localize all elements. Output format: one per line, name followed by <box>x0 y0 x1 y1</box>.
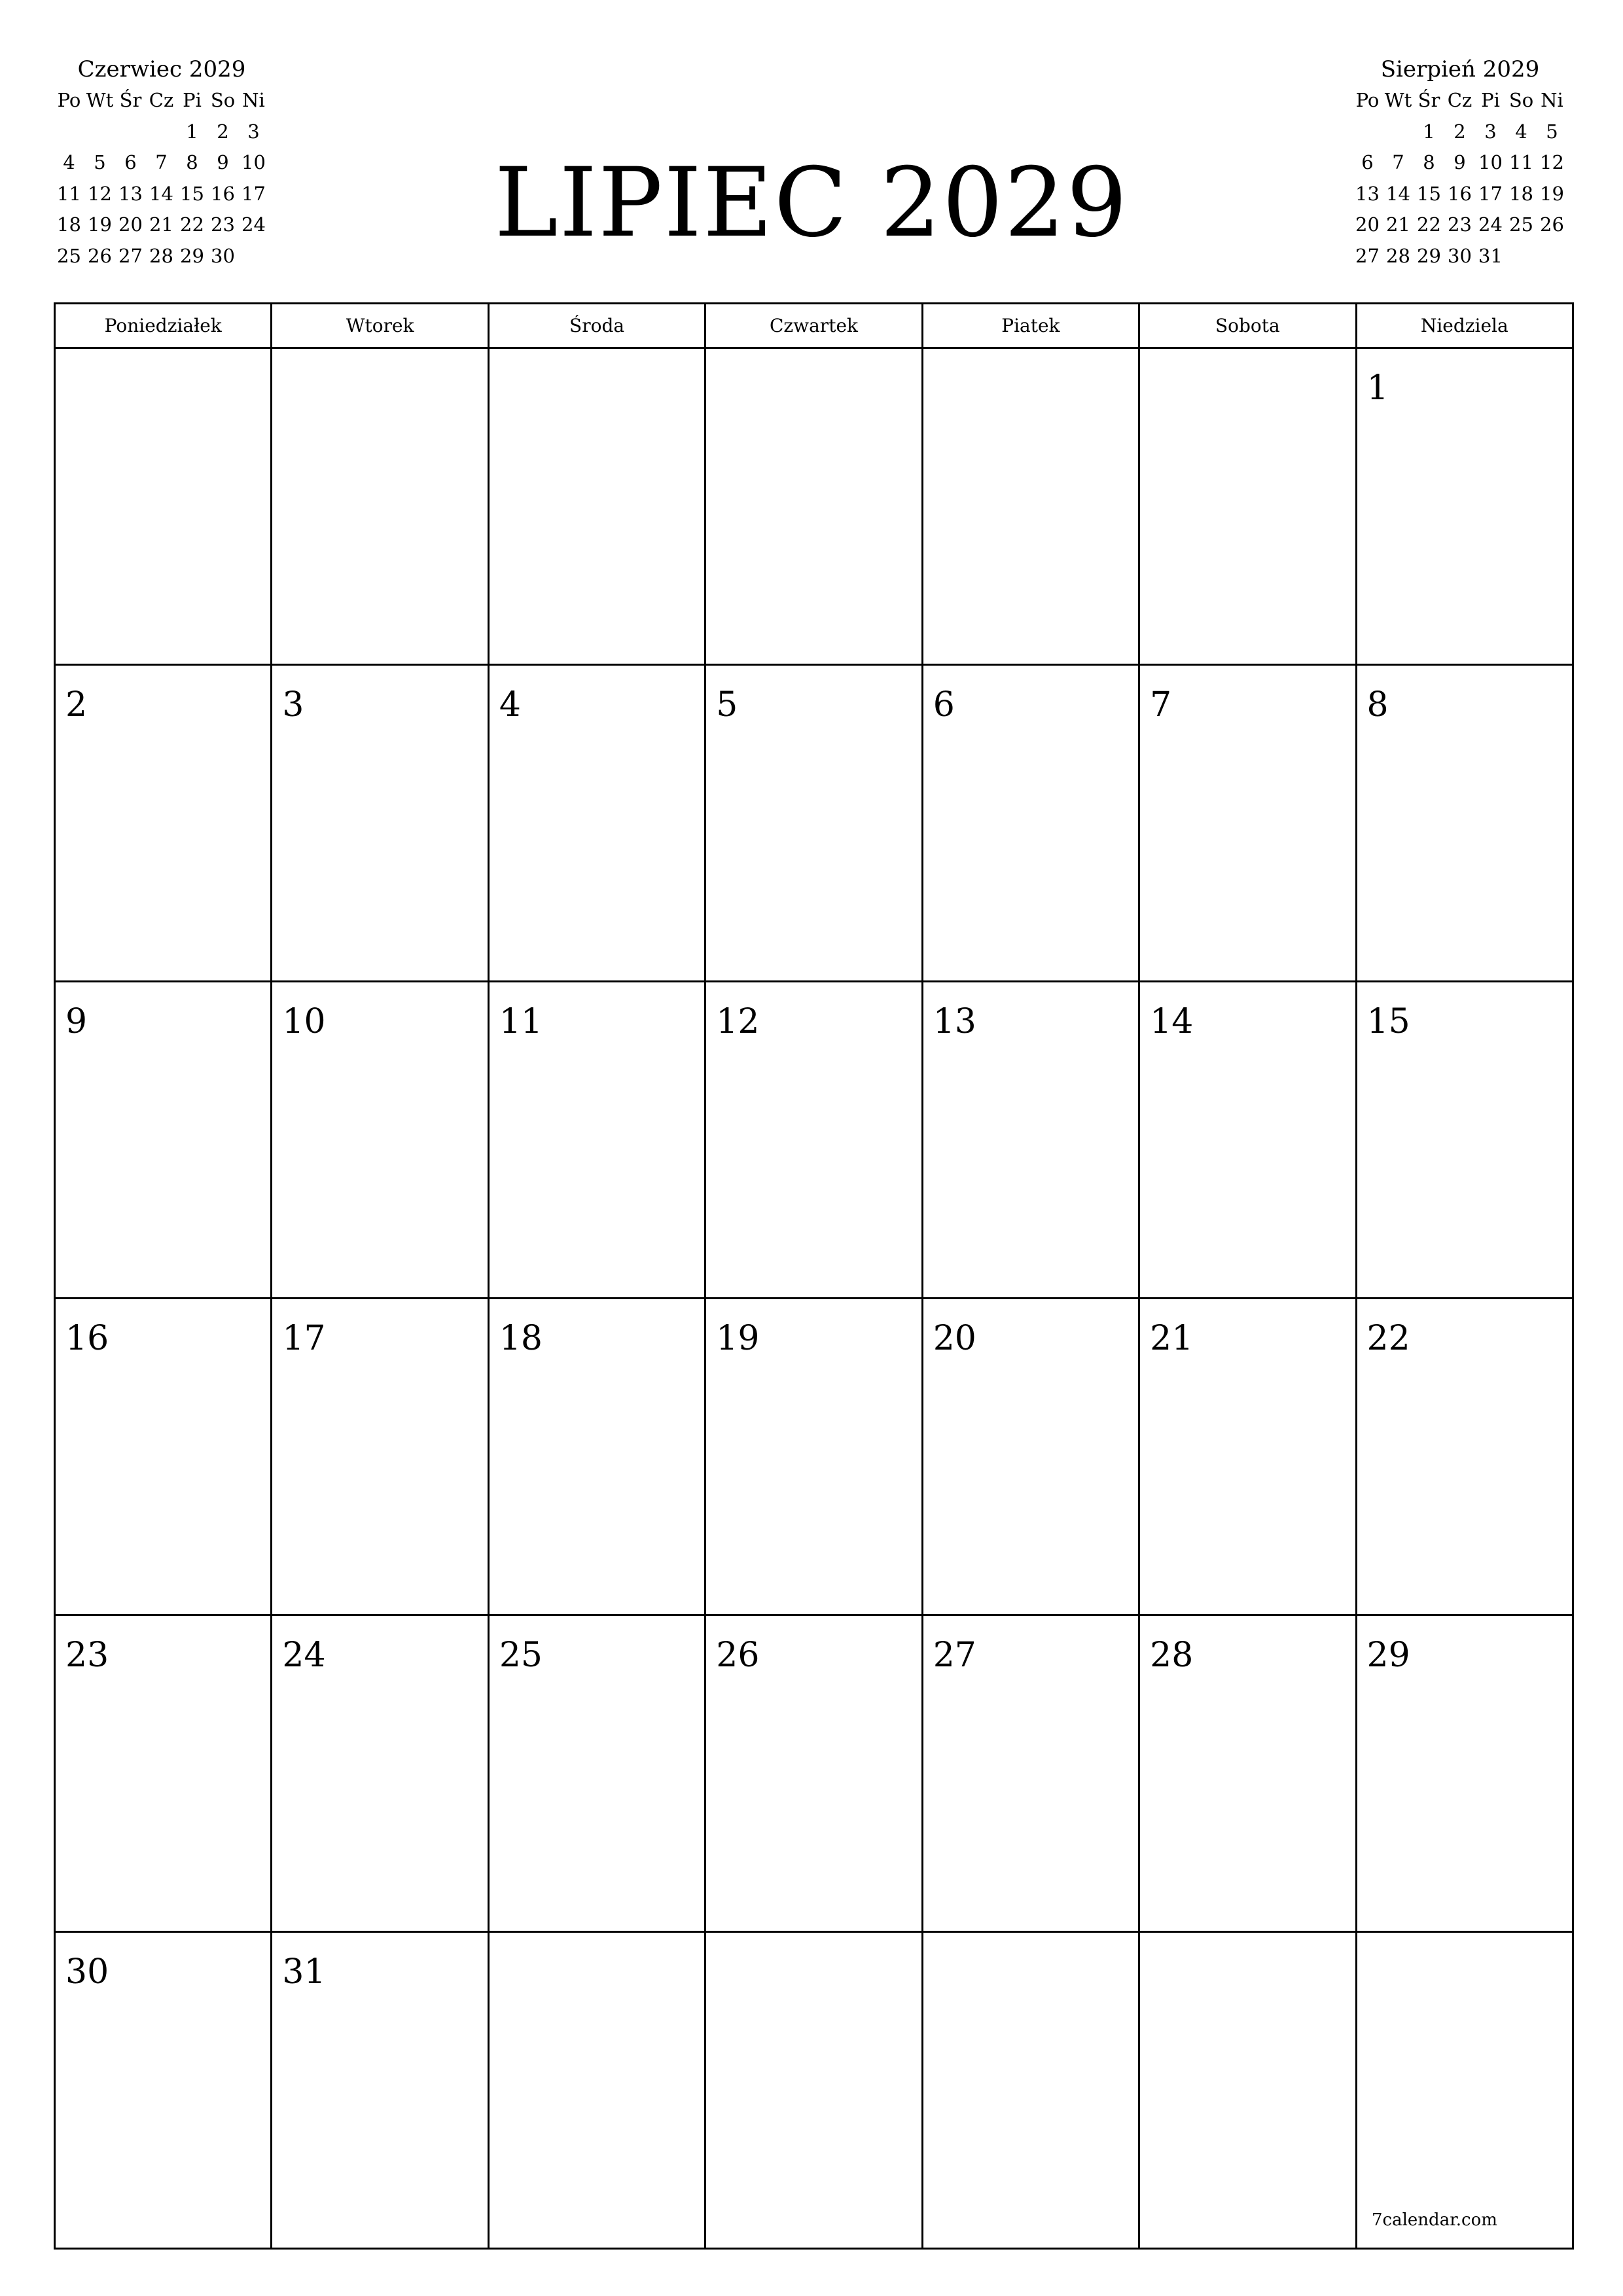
day-number: 18 <box>499 1319 543 1358</box>
mini-day: 16 <box>211 182 235 205</box>
mini-day: 4 <box>1515 120 1527 143</box>
mini-day: 23 <box>211 213 235 236</box>
day-cell <box>1356 1299 1573 1615</box>
mini-weekday-label: Po <box>57 89 81 111</box>
mini-day: 9 <box>1454 151 1466 173</box>
mini-day: 18 <box>1509 182 1533 205</box>
day-cell <box>1356 1932 1573 2249</box>
day-cell <box>1139 1615 1356 1932</box>
day-cell <box>1139 982 1356 1299</box>
mini-day: 7 <box>1392 151 1404 173</box>
day-cell <box>488 1615 705 1932</box>
mini-day: 12 <box>88 182 112 205</box>
weekday-header: Czwartek <box>705 304 922 348</box>
brand-footer: 7calendar.com <box>1372 2210 1497 2230</box>
day-cell <box>272 665 488 982</box>
day-number: 24 <box>282 1636 326 1675</box>
day-number: 13 <box>933 1002 976 1041</box>
day-number: 2 <box>65 685 88 725</box>
day-cell <box>705 1932 922 2249</box>
mini-weekday-label: Wt <box>1384 89 1412 111</box>
day-cell <box>488 982 705 1299</box>
day-cell <box>55 982 272 1299</box>
day-number: 22 <box>1366 1319 1410 1358</box>
weekday-header: Poniedziałek <box>55 304 272 348</box>
day-number: 14 <box>1150 1002 1194 1041</box>
day-number: 27 <box>933 1636 976 1675</box>
mini-weekday-label: Ni <box>1541 89 1563 111</box>
day-cell <box>55 665 272 982</box>
mini-day: 21 <box>149 213 173 236</box>
mini-day: 31 <box>1478 244 1503 267</box>
day-number: 23 <box>65 1636 109 1675</box>
mini-day: 13 <box>118 182 143 205</box>
day-number: 10 <box>282 1002 326 1041</box>
day-cell <box>488 665 705 982</box>
day-cell <box>1139 665 1356 982</box>
mini-day <box>84 117 115 148</box>
mini-day: 8 <box>1423 151 1435 173</box>
mini-day: 5 <box>94 151 106 173</box>
mini-day: 19 <box>88 213 112 236</box>
mini-day: 28 <box>149 244 173 267</box>
day-cell <box>922 1615 1139 1932</box>
mini-day: 17 <box>1478 182 1503 205</box>
mini-weekday-label: Śr <box>119 89 142 111</box>
day-cell <box>1139 1299 1356 1615</box>
day-cell <box>705 982 922 1299</box>
day-cell <box>1356 982 1573 1299</box>
mini-day: 3 <box>1484 120 1497 143</box>
mini-day: 17 <box>241 182 266 205</box>
mini-day: 14 <box>1386 182 1410 205</box>
mini-day: 25 <box>1509 213 1533 236</box>
mini-day: 24 <box>1478 213 1503 236</box>
mini-day: 13 <box>1355 182 1380 205</box>
day-number: 5 <box>716 685 738 725</box>
day-cell <box>705 1299 922 1615</box>
day-cell <box>1139 1932 1356 2249</box>
mini-day: 24 <box>241 213 266 236</box>
mini-day: 10 <box>241 151 266 173</box>
day-cell <box>488 1299 705 1615</box>
day-number: 1 <box>1366 368 1389 408</box>
mini-day: 12 <box>1540 151 1564 173</box>
mini-day: 6 <box>124 151 137 173</box>
day-number: 11 <box>499 1002 543 1041</box>
weekday-header-row <box>55 304 1573 348</box>
mini-day: 27 <box>1355 244 1380 267</box>
day-number: 30 <box>65 1952 109 1992</box>
mini-day: 11 <box>57 182 81 205</box>
mini-day: 29 <box>180 244 204 267</box>
mini-weekday-label: Ni <box>242 89 265 111</box>
mini-weekday-label: Pi <box>1481 89 1500 111</box>
mini-weekday-label: Cz <box>149 89 174 111</box>
mini-day: 25 <box>57 244 81 267</box>
week-row <box>55 1299 1573 1615</box>
day-number: 29 <box>1366 1636 1410 1675</box>
day-number: 19 <box>716 1319 760 1358</box>
day-number: 3 <box>282 685 304 725</box>
page-title: LIPIEC 2029 <box>494 147 1129 259</box>
mini-weekday-label: Po <box>1355 89 1380 111</box>
day-number: 31 <box>282 1952 326 1992</box>
week-row <box>55 1932 1573 2249</box>
day-cell <box>705 348 922 665</box>
weekday-header: Środa <box>488 304 705 348</box>
week-row <box>55 1615 1573 1932</box>
day-number: 7 <box>1150 685 1172 725</box>
month-grid <box>54 302 1574 2250</box>
mini-day: 26 <box>88 244 112 267</box>
day-cell <box>1356 665 1573 982</box>
weekday-header: Piatek <box>922 304 1139 348</box>
mini-day: 1 <box>186 120 198 143</box>
mini-day: 20 <box>1355 213 1380 236</box>
mini-weekday-label: Śr <box>1418 89 1440 111</box>
day-cell <box>55 1615 272 1932</box>
mini-day: 11 <box>1509 151 1533 173</box>
mini-day: 29 <box>1417 244 1441 267</box>
day-cell <box>488 1932 705 2249</box>
mini-day: 8 <box>186 151 198 173</box>
mini-day: 6 <box>1361 151 1374 173</box>
mini-calendar-next-title: Sierpień 2029 <box>1380 56 1540 82</box>
mini-day <box>146 117 177 148</box>
mini-day: 20 <box>118 213 143 236</box>
mini-day: 1 <box>1423 120 1435 143</box>
day-cell <box>272 1932 488 2249</box>
mini-day: 21 <box>1386 213 1410 236</box>
day-number: 4 <box>499 685 521 725</box>
mini-calendar-next <box>1352 54 1568 272</box>
mini-day <box>1506 241 1537 272</box>
day-number: 20 <box>933 1319 976 1358</box>
mini-calendar-prev-title: Czerwiec 2029 <box>77 56 246 82</box>
mini-day: 19 <box>1540 182 1564 205</box>
mini-day: 26 <box>1540 213 1564 236</box>
mini-day: 14 <box>149 182 173 205</box>
mini-day: 15 <box>180 182 204 205</box>
day-number: 15 <box>1366 1002 1410 1041</box>
mini-weekday-label: Wt <box>86 89 114 111</box>
day-number: 12 <box>716 1002 760 1041</box>
mini-day <box>1537 241 1567 272</box>
day-cell <box>272 1299 488 1615</box>
mini-day: 23 <box>1448 213 1472 236</box>
mini-weekday-label: Pi <box>183 89 202 111</box>
mini-weekday-label: So <box>210 89 236 111</box>
mini-day: 2 <box>1454 120 1466 143</box>
day-cell <box>1356 1615 1573 1932</box>
day-number: 26 <box>716 1636 760 1675</box>
day-cell <box>922 665 1139 982</box>
mini-day: 4 <box>63 151 75 173</box>
day-cell <box>922 348 1139 665</box>
mini-day: 7 <box>155 151 168 173</box>
mini-day <box>115 117 146 148</box>
mini-day: 28 <box>1386 244 1410 267</box>
week-row <box>55 982 1573 1299</box>
day-cell <box>488 348 705 665</box>
mini-day <box>1352 117 1383 148</box>
mini-day: 5 <box>1546 120 1558 143</box>
day-cell <box>272 1615 488 1932</box>
week-row <box>55 348 1573 665</box>
mini-day <box>54 117 84 148</box>
mini-day: 10 <box>1478 151 1503 173</box>
day-cell <box>922 1299 1139 1615</box>
day-cell <box>705 665 922 982</box>
mini-weekday-label: Cz <box>1447 89 1472 111</box>
day-cell <box>922 1932 1139 2249</box>
mini-day: 18 <box>57 213 81 236</box>
day-number: 21 <box>1150 1319 1194 1358</box>
day-cell <box>705 1615 922 1932</box>
day-number: 6 <box>933 685 955 725</box>
day-number: 25 <box>499 1636 543 1675</box>
mini-day: 9 <box>217 151 229 173</box>
weekday-header: Wtorek <box>272 304 488 348</box>
day-cell <box>1139 348 1356 665</box>
mini-calendar-next-grid <box>1352 85 1568 272</box>
day-cell <box>272 348 488 665</box>
mini-day: 30 <box>1448 244 1472 267</box>
mini-day: 15 <box>1417 182 1441 205</box>
day-cell <box>1356 348 1573 665</box>
day-cell <box>272 982 488 1299</box>
day-cell <box>55 348 272 665</box>
weekday-header: Niedziela <box>1356 304 1573 348</box>
day-number: 16 <box>65 1319 109 1358</box>
day-cell <box>55 1932 272 2249</box>
mini-day: 30 <box>211 244 235 267</box>
mini-day: 3 <box>247 120 260 143</box>
mini-day: 2 <box>217 120 229 143</box>
day-cell <box>55 1299 272 1615</box>
day-number: 8 <box>1366 685 1389 725</box>
weekday-header: Sobota <box>1139 304 1356 348</box>
mini-weekday-label: So <box>1508 89 1534 111</box>
mini-day: 22 <box>180 213 204 236</box>
week-row <box>55 665 1573 982</box>
day-number: 17 <box>282 1319 326 1358</box>
mini-day <box>1383 117 1414 148</box>
mini-day: 22 <box>1417 213 1441 236</box>
day-cell <box>922 982 1139 1299</box>
mini-day: 16 <box>1448 182 1472 205</box>
mini-day: 27 <box>118 244 143 267</box>
day-number: 28 <box>1150 1636 1194 1675</box>
day-number: 9 <box>65 1002 88 1041</box>
